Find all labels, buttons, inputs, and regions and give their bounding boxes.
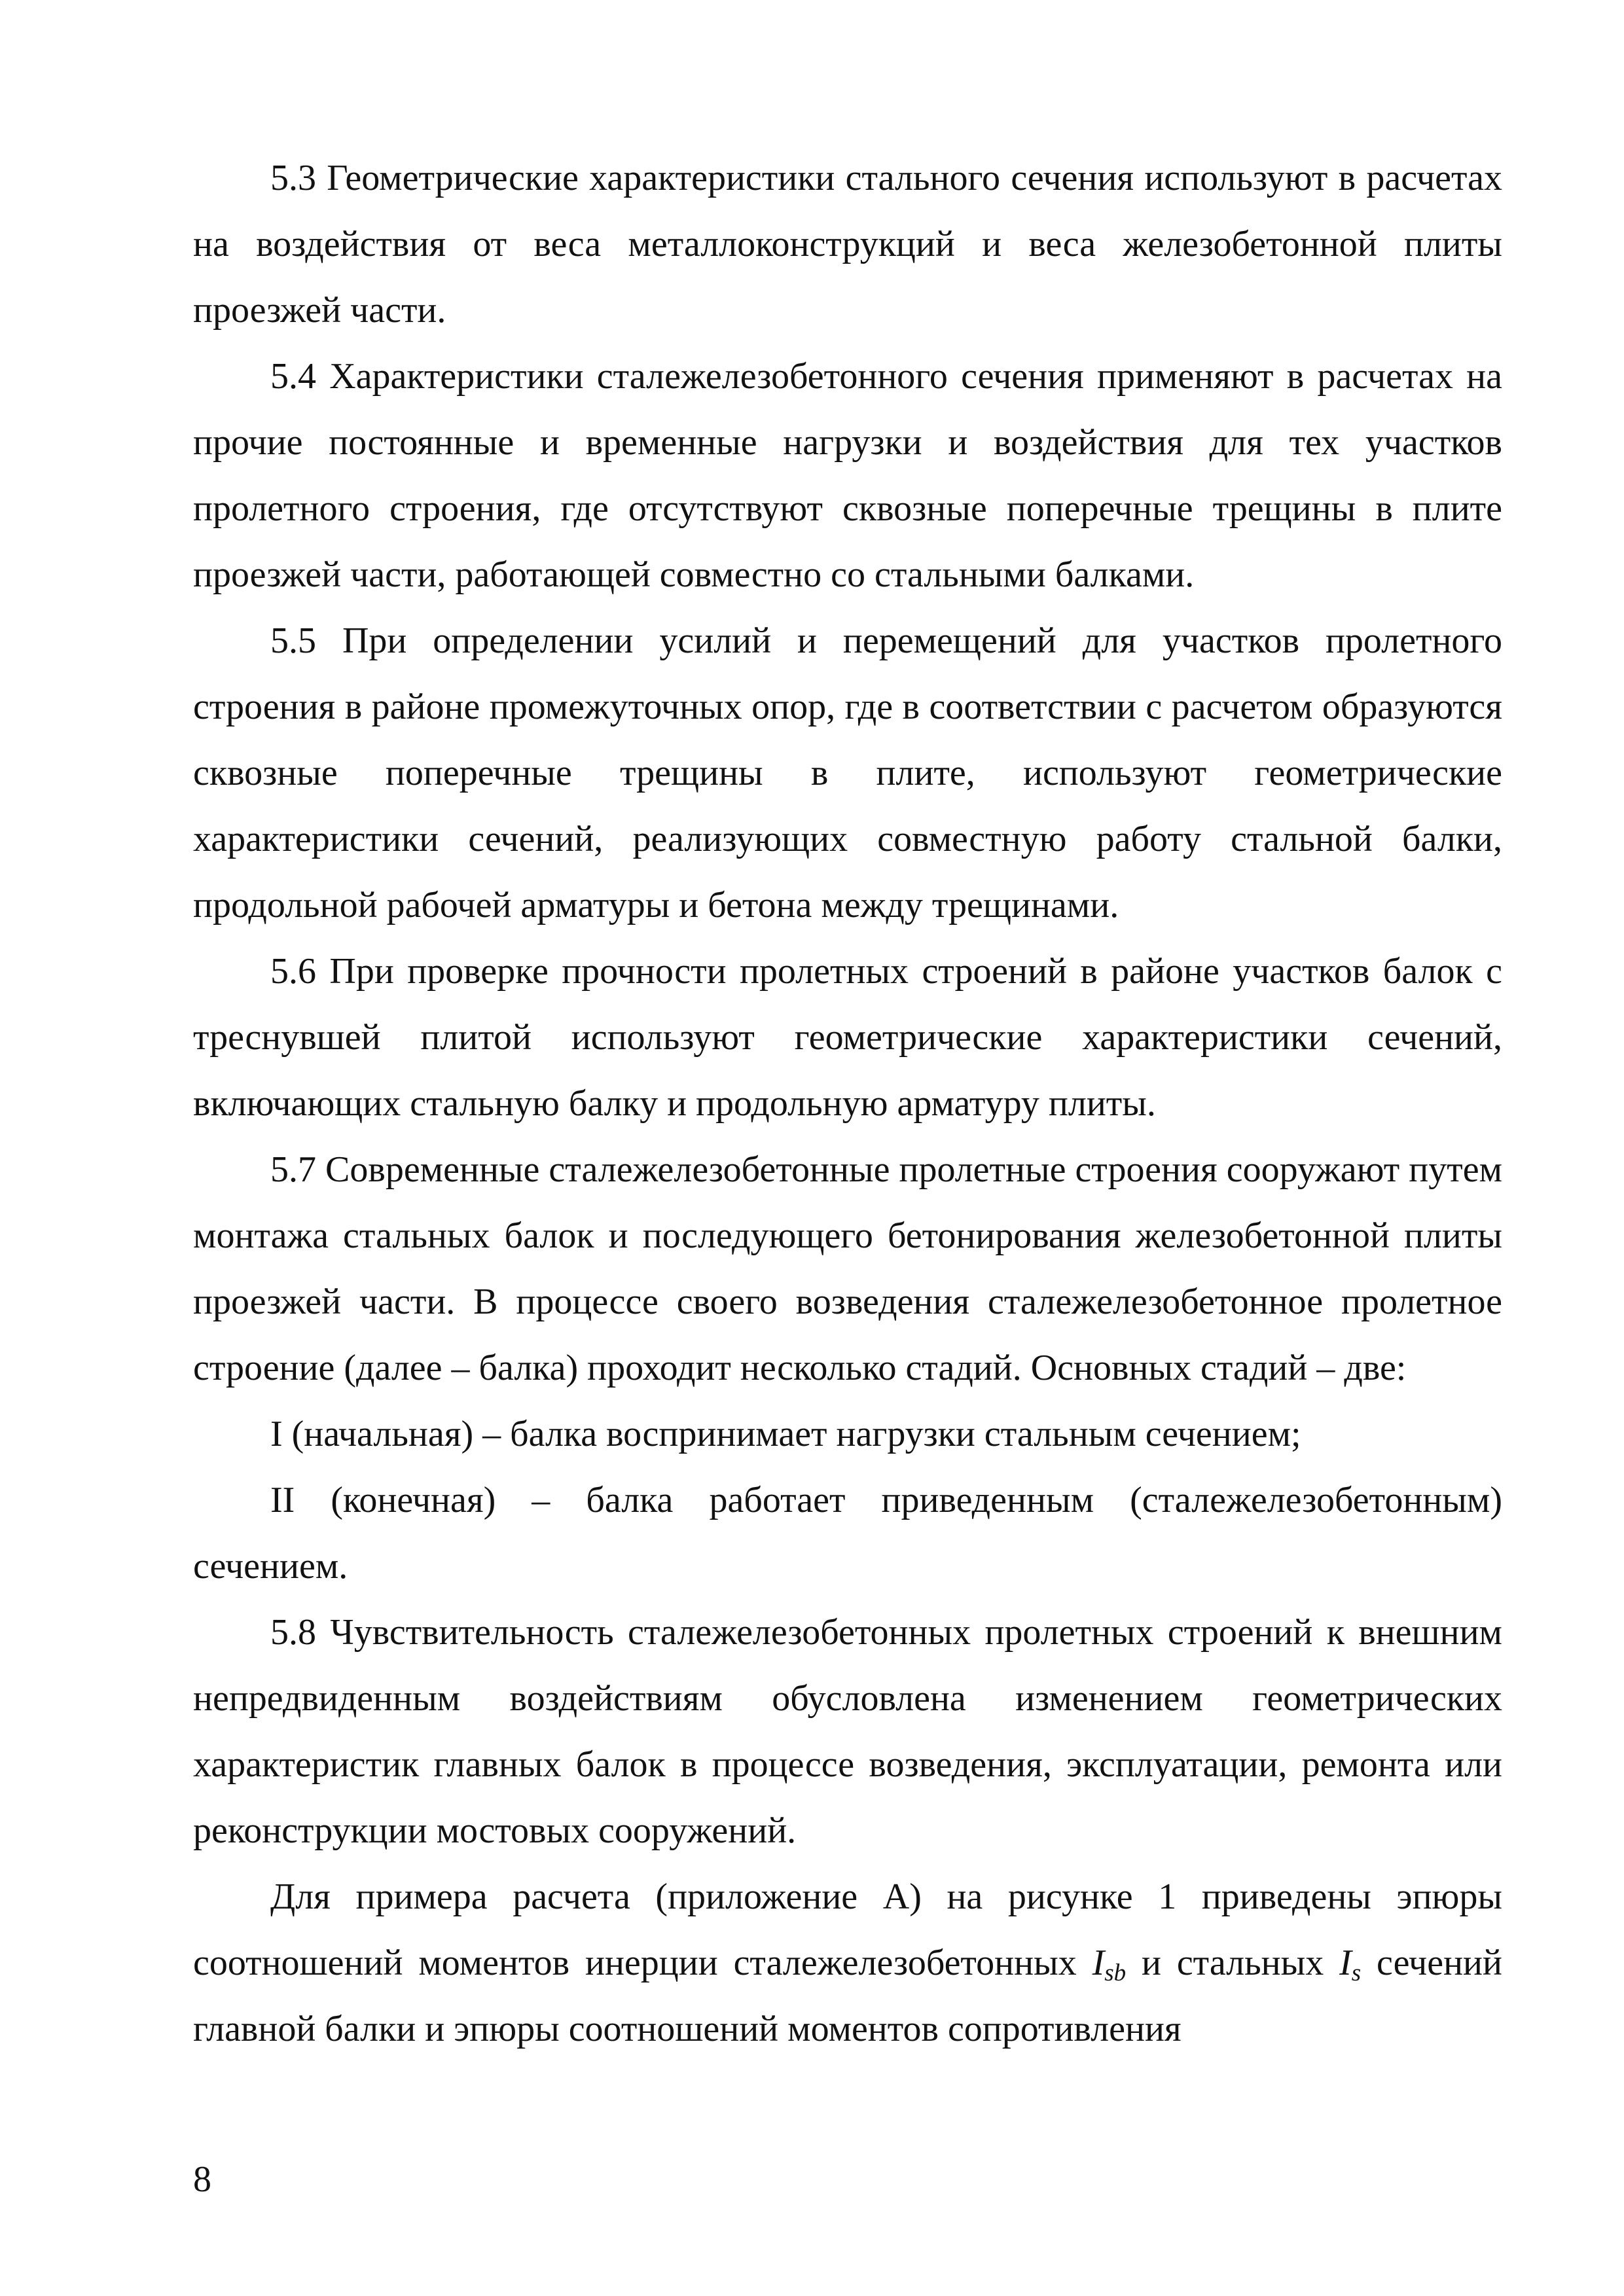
- symbol-i-sb: [1092, 1943, 1127, 1986]
- stage-one-item: I (начальная) – балка воспринимает нагрузки стальным сечением;: [270, 1414, 1301, 1454]
- symbol-i-s-subscript: s: [1351, 1959, 1362, 1986]
- paragraph-5-4: 5.4 Характеристики сталежелезобетонного сечения применяют в расчетах на прочие постоянные и временные нагрузки и воздействия для тех участков пролетного строения, где отсутствуют сквозные поперечные трещины в плите проезжей части, работающей совместно со стальными балками.: [193, 356, 1502, 595]
- paragraph-5-6: 5.6 При проверке прочности пролетных строений в районе участков балок с треснувшей плитой используют геометрические характеристики сечений, включающих стальную балку и продольную арматуру плиты.: [193, 951, 1502, 1124]
- stage-two-item: II (конечная) – балка работает приведенным (сталежелезобетонным) сечением.: [193, 1480, 1502, 1587]
- paragraph-5-8: 5.8 Чувствительность сталежелезобетонных пролетных строений к внешним непредвиденным воздействиям обусловлена изменением геометрических характеристик главных балок в процессе возведения, эксплуатации, ремонта или реконструкции мостовых сооружений.: [193, 1612, 1502, 1851]
- symbol-i-sb-subscript: sb: [1104, 1959, 1127, 1986]
- paragraph-example: [193, 1864, 1502, 2062]
- paragraph-5-5: 5.5 При определении усилий и перемещений для участков пролетного строения в районе промежуточных опор, где в соответствии с расчетом образуются сквозные поперечные трещины в плите, используют геометрические характеристики сечений, реализующих совместную работу стальной балки, продольной рабочей арматуры и бетона между трещинами.: [193, 620, 1502, 925]
- symbol-i-s: [1339, 1943, 1362, 1986]
- page-number: 8: [193, 2159, 211, 2200]
- symbol-i-s-base: I: [1339, 1943, 1352, 1983]
- example-text-part2: и стальных: [1126, 1943, 1340, 1983]
- paragraph-5-3: 5.3 Геометрические характеристики стального сечения используют в расчетах на воздействия от веса металлоконструкций и веса железобетонной плиты проезжей части.: [193, 158, 1502, 331]
- example-text-part1: Для примера расчета (приложение А) на рисунке 1 приведены эпюры соотношений моментов инерции сталежелезобетонных: [193, 1876, 1502, 1983]
- body-text: [193, 145, 1502, 2062]
- symbol-i-sb-base: I: [1092, 1943, 1105, 1983]
- paragraph-5-7: 5.7 Современные сталежелезобетонные пролетные строения сооружают путем монтажа стальных балок и последующего бетонирования железобетонной плиты проезжей части. В процессе своего возведения сталежелезобетонное пролетное строение (далее – балка) проходит несколько стадий. Основных стадий – две:: [193, 1149, 1502, 1388]
- example-text-part3: сечений главной балки и эпюры соотношений моментов сопротивления: [193, 1943, 1502, 2049]
